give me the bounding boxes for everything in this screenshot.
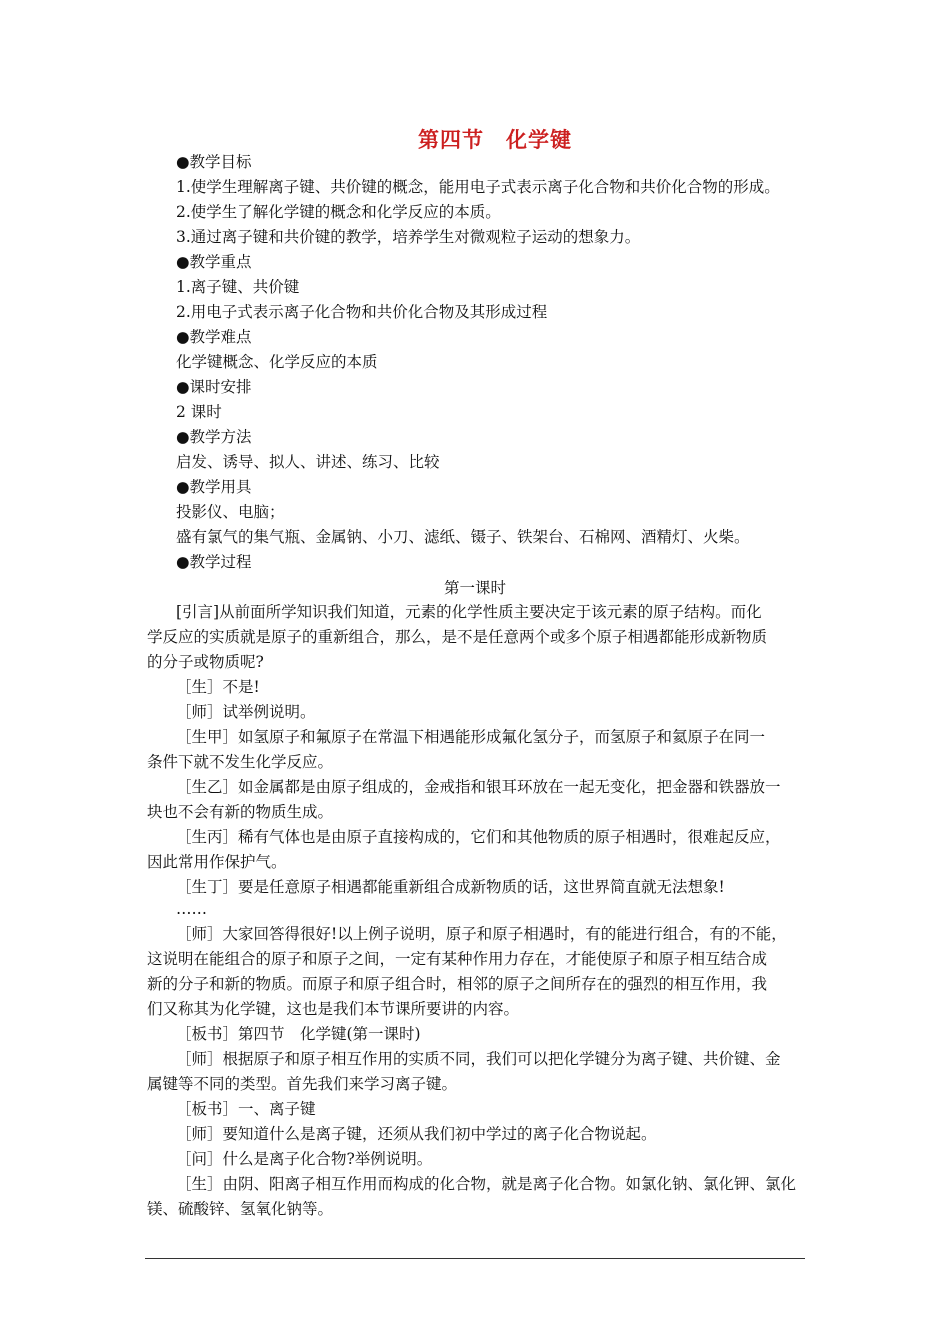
footer-divider	[145, 1258, 805, 1259]
paragraph-line: ［生丙］稀有气体也是由原子直接构成的，它们和其他物质的原子相遇时，很难起反应，	[176, 828, 781, 846]
section-heading: ●教学难点	[176, 328, 252, 346]
paragraph-line: ［问］什么是离子化合物?举例说明。	[176, 1150, 433, 1168]
list-item: 2 课时	[176, 403, 222, 421]
paragraph-line: ……	[176, 900, 207, 918]
list-item: 3.通过离子键和共价键的教学，培养学生对微观粒子运动的想象力。	[176, 228, 641, 246]
paragraph-line: ［师］根据原子和原子相互作用的实质不同，我们可以把化学键分为离子键、共价键、金	[176, 1050, 781, 1068]
section-heading: ●教学过程	[176, 553, 252, 571]
section-heading: ●教学用具	[176, 478, 252, 496]
lesson-heading: 第一课时	[443, 579, 506, 597]
section-heading: ●教学重点	[176, 253, 252, 271]
list-item: 1.使学生理解离子键、共价键的概念，能用电子式表示离子化合物和共价化合物的形成。	[176, 178, 780, 196]
list-item: 2.使学生了解化学键的概念和化学反应的本质。	[176, 203, 501, 221]
paragraph-line: ［生丁］要是任意原子相遇都能重新组合成新物质的话，这世界简直就无法想象!	[176, 878, 725, 896]
paragraph-line: 们又称其为化学键，这也是我们本节课所要讲的内容。	[147, 1000, 520, 1018]
paragraph-line: ［生乙］如金属都是由原子组成的，金戒指和银耳环放在一起无变化，把金器和铁器放一	[176, 778, 781, 796]
paragraph-line: ［板书］一、离子键	[176, 1100, 316, 1118]
section-heading: ●教学方法	[176, 428, 252, 446]
paragraph-line: ［师］试举例说明。	[176, 703, 316, 721]
paragraph-line: ［生］由阴、阳离子相互作用而构成的化合物，就是离子化合物。如氯化钠、氯化钾、氯化	[176, 1175, 797, 1193]
paragraph-line: 的分子或物质呢?	[147, 653, 264, 671]
paragraph-line: 镁、硫酸锌、氢氧化钠等。	[147, 1200, 334, 1218]
paragraph-line: [引言]从前面所学知识我们知道，元素的化学性质主要决定于该元素的原子结构。而化	[176, 603, 762, 621]
paragraph-line: ［板书］第四节 化学键(第一课时)	[176, 1025, 421, 1043]
list-item: 启发、诱导、拟人、讲述、练习、比较	[176, 453, 440, 471]
page-title: 第四节 化学键	[418, 127, 572, 152]
section-heading: ●教学目标	[176, 153, 252, 171]
list-item: 盛有氯气的集气瓶、金属钠、小刀、滤纸、镊子、铁架台、石棉网、酒精灯、火柴。	[176, 528, 750, 546]
paragraph-line: 属键等不同的类型。首先我们来学习离子键。	[147, 1075, 458, 1093]
paragraph-line: ［生甲］如氢原子和氟原子在常温下相遇能形成氟化氢分子，而氢原子和氦原子在同一	[176, 728, 766, 746]
section-heading: ●课时安排	[176, 378, 252, 396]
paragraph-line: 条件下就不发生化学反应。	[147, 753, 334, 771]
list-item: 1.离子键、共价键	[176, 278, 300, 296]
list-item: 投影仪、电脑；	[176, 503, 285, 521]
list-item: 化学键概念、化学反应的本质	[176, 353, 378, 371]
paragraph-line: 学反应的实质就是原子的重新组合，那么，是不是任意两个或多个原子相遇都能形成新物质	[147, 628, 768, 646]
paragraph-line: 这说明在能组合的原子和原子之间，一定有某种作用力存在，才能使原子和原子相互结合成	[147, 950, 768, 968]
list-item: 2.用电子式表示离子化合物和共价化合物及其形成过程	[176, 303, 548, 321]
paragraph-line: 块也不会有新的物质生成。	[147, 803, 334, 821]
paragraph-line: ［生］不是!	[176, 678, 260, 696]
paragraph-line: 新的分子和新的物质。而原子和原子组合时，相邻的原子之间所存在的强烈的相互作用，我	[147, 975, 768, 993]
paragraph-line: 因此常用作保护气。	[147, 853, 287, 871]
paragraph-line: ［师］大家回答得很好!以上例子说明，原子和原子相遇时，有的能进行组合，有的不能，	[176, 925, 787, 943]
paragraph-line: ［师］要知道什么是离子键，还须从我们初中学过的离子化合物说起。	[176, 1125, 657, 1143]
